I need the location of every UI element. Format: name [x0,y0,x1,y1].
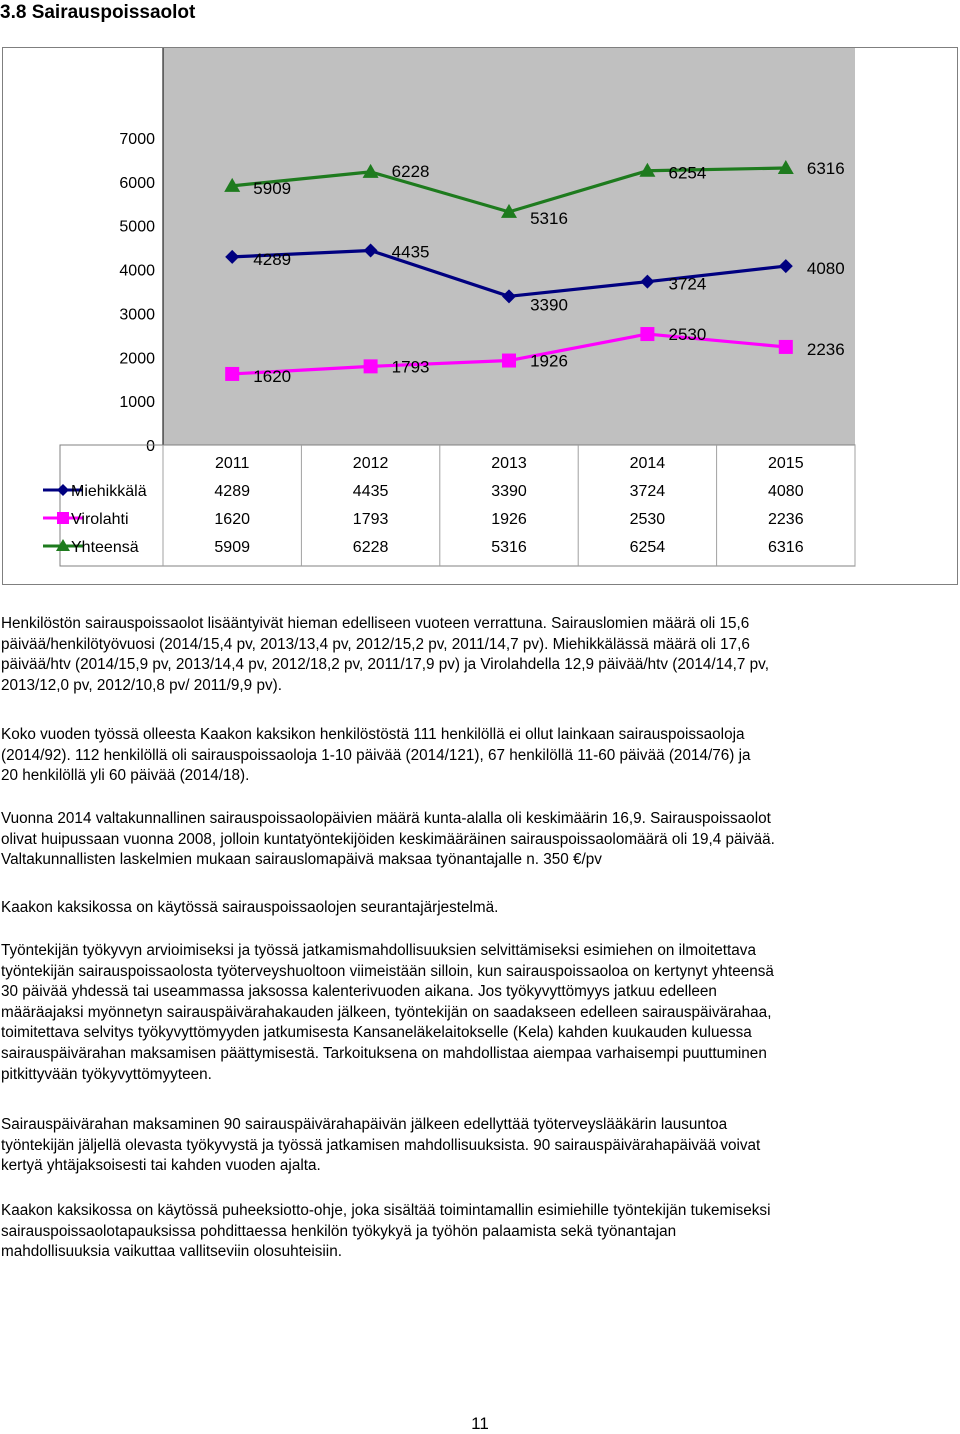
y-tick-label: 7000 [119,131,155,148]
section-heading: 3.8 Sairauspoissaolot [0,2,196,23]
paragraph-line: pitkittyvään työkyvyttömyyteen. [1,1065,212,1083]
paragraph-line: Kaakon kaksikossa on käytössä puheeksiotto-ohje, joka sisältää toimintamallin esimiehille työntekijän tukemiseksi [1,1202,771,1219]
paragraph-line: 20 henkilöllä yli 60 päivää (2014/18). [1,767,250,785]
data-label: 6228 [391,161,430,181]
data-label: 2530 [668,325,707,345]
data-label: 6316 [806,158,845,178]
body-paragraph [1,809,959,871]
data-table-cell: 3390 [491,483,527,500]
category-label: 2015 [768,455,804,472]
body-paragraph [1,725,959,787]
paragraph-line: Kaakon kaksikossa on käytössä sairauspoissaolojen seurantajärjestelmä. [1,899,499,916]
paragraph-line: 2013/12,0 pv, 2012/10,8 pv/ 2011/9,9 pv). [1,676,282,694]
legend-series-name: Yhteensä [71,539,139,556]
data-table-cell: 2236 [768,511,804,528]
category-label: 2011 [214,455,250,472]
data-label: 4080 [806,259,845,279]
data-label: 4289 [253,249,292,269]
body-paragraph [1,1201,959,1263]
paragraph-line: sairauspäivärahan maksamisen päättymisestä. Tarkoituksena on mahdollistaa aiempaa varhaisempi puuttuminen [1,1044,767,1062]
paragraph-line: Vuonna 2014 valtakunnallinen sairauspoissaolopäivien määrä kunta-alalla oli keskimäärin 16,9. Sairauspoissaolot [1,810,771,827]
data-table-cell: 4080 [768,483,804,500]
line-chart [3,48,957,584]
paragraph-line: työntekijän sairauspoissaolosta työterveyshuoltoon viimeistään silloin, kun sairauspoissaoloa on kertynyt yhteensä [1,962,774,980]
data-point-square [364,359,378,373]
paragraph-line: Sairauspäivärahan maksaminen 90 sairauspäivärahapäivän jälkeen edellyttää työterveyslääkärin lausuntoa [1,1116,728,1133]
legend-series-name: Virolahti [71,511,129,528]
y-tick-label: 1000 [119,394,155,412]
paragraph-line: Koko vuoden työssä olleesta Kaakon kaksikon henkilöstöstä 111 henkilöllä ei ollut lainkaan sairauspoissaoloja [1,726,745,743]
paragraph-line: Valtakunnallisten laskelmien mukaan sairauslomapäivä maksaa työnantajalle n. 350 €/pv [1,851,602,869]
data-label: 5909 [253,178,292,198]
category-label: 2014 [629,455,666,472]
data-table-cell: 6316 [768,539,804,556]
paragraph-line: päivää/htv (2014/15,9 pv, 2013/14,4 pv, 2012/18,2 pv, 2011/17,9 pv) ja Virolahdella 12,9 päivää/htv (2014/14,7 pv, [1,656,769,674]
paragraph-line: Työntekijän työkyvyn arvioimiseksi ja työssä jatkamismahdollisuuksien selvittämiseksi esimiehen on ilmoitettava [1,942,756,959]
paragraph-line: toimitettava selvitys työkyvyttömyyden jatkumisesta Kansaneläkelaitokselle (Kela) kahden kuukauden kuluessa [1,1024,752,1042]
paragraph-line: kertyä yhtäjaksoisesti tai kahden vuoden ajalta. [1,1157,321,1175]
data-table-cell: 5909 [214,539,250,556]
data-label: 1926 [530,351,568,371]
data-table-cell: 3724 [629,483,666,500]
y-tick-label: 0 [146,438,155,455]
data-table-cell: 2530 [629,511,666,528]
data-table-cell: 6254 [629,539,666,556]
data-label: 3724 [668,274,707,294]
y-tick-label: 5000 [119,218,155,236]
data-table-cell: 6228 [352,539,389,556]
data-label: 1620 [253,366,292,386]
data-label: 2236 [806,339,845,359]
page-number: 11 [471,1414,489,1433]
chart-frame [2,47,958,585]
paragraph-line: Henkilöstön sairauspoissaolot lisääntyivät hieman edelliseen vuoteen verrattuna. Sairauslomien määrä oli 15,6 [1,615,750,632]
body-paragraph [1,941,959,1085]
data-label: 1793 [391,357,430,377]
data-table-cell: 4289 [214,483,250,500]
data-point-square [502,354,516,368]
paragraph-line: mahdollisuuksia vaikuttaa vallitseviin olosuhteisiin. [1,1243,342,1261]
data-table-border [60,445,855,566]
data-label: 4435 [391,242,430,262]
data-label: 5316 [530,208,568,228]
data-point-square [779,340,793,354]
y-tick-label: 2000 [119,350,155,368]
data-table-cell: 4435 [352,483,389,500]
data-table-cell: 1620 [214,511,250,528]
paragraph-line: päivää/henkilötyövuosi (2014/15,4 pv, 2013/13,4 pv, 2012/15,2 pv, 2011/14,7 pv). Miehikkälässä määrä oli 17,6 [1,635,750,653]
paragraph-line: olivat huipussaan vuonna 2008, jolloin kuntatyöntekijöiden keskimääräinen sairauspoissaolomäärä oli 19,4 päivää. [1,830,775,848]
legend-marker-diamond [57,484,69,496]
data-point-square [640,327,654,341]
paragraph-line: määräajaksi myönnetyn sairauspäivärahakauden jälkeen, työntekijän on saadakseen edelleen sairauspäivärahaa, [1,1003,772,1021]
paragraph-line: sairauspoissaolotapauksissa pohdittaessa henkilön työkykyä ja työhön palaamista sekä työnantajan [1,1222,677,1240]
y-tick-label: 6000 [119,174,155,192]
legend-marker-square [57,512,69,524]
y-tick-label: 3000 [119,306,155,324]
body-paragraph [1,1115,959,1177]
body-paragraph [1,898,959,919]
body-paragraph [1,614,959,696]
data-table-cell: 5316 [491,539,527,556]
data-table-cell: 1926 [491,511,527,528]
data-label: 6254 [668,163,707,183]
data-label: 3390 [530,295,568,315]
y-tick-label: 4000 [119,262,155,280]
paragraph-line: (2014/92). 112 henkilöllä oli sairauspoissaoloja 1-10 päivää (2014/121), 67 henkilöllä 11-60 päivää (2014/76) ja [1,746,751,764]
legend-series-name: Miehikkälä [71,483,147,500]
category-label: 2012 [352,455,389,472]
data-table-cell: 1793 [352,511,389,528]
category-label: 2013 [491,455,527,472]
paragraph-line: työntekijän jäljellä olevasta työkyvystä ja työssä jatkamisen mahdollisuuksista. 90 sairauspäivärahapäivää voivat [1,1136,761,1154]
data-point-square [225,367,239,381]
paragraph-line: 30 päivää yhdessä tai useammassa jaksossa kalenterivuoden aikana. Jos työkyvyttömyys jatkuu edelleen [1,983,717,1001]
